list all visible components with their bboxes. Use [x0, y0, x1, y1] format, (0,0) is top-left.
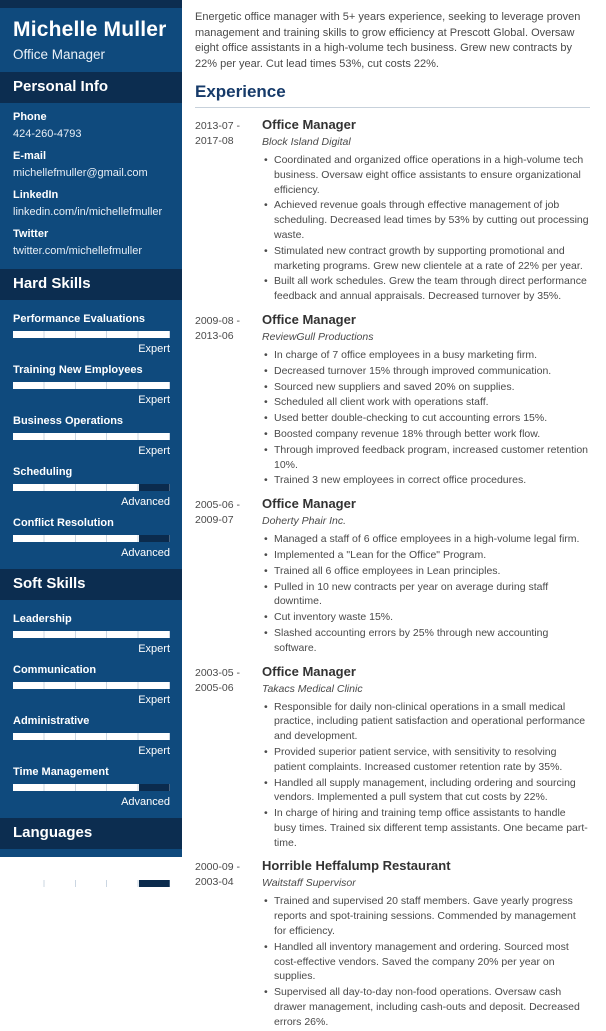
job-bullet: • Stimulated new contract growth by supporting promotional and marketing programs. Grew new clientele at a rate of 22% per year. — [262, 244, 590, 274]
job-date-start: 2000-09 - — [195, 861, 240, 874]
skill-item — [13, 766, 170, 809]
job-date-start: 2009-08 - — [195, 314, 240, 327]
skill-name: Administrative — [13, 715, 90, 727]
skill-bar — [13, 433, 170, 440]
skill-item — [13, 862, 170, 905]
job-title: Office Manager — [262, 496, 356, 512]
skill-bar-fill — [13, 331, 170, 338]
skill-name: Communication — [13, 664, 97, 676]
skill-section — [0, 818, 182, 914]
job-subtitle: Waitstaff Supervisor — [262, 877, 356, 890]
contact-label: LinkedIn — [13, 189, 59, 201]
skill-bar — [13, 631, 170, 638]
contact-value: michellefmuller@gmail.com — [13, 167, 148, 179]
candidate-title: Office Manager — [13, 47, 106, 62]
job-dates — [195, 858, 262, 1030]
skill-section — [0, 269, 182, 569]
identity-block — [0, 8, 182, 72]
skill-section-heading: Languages — [0, 818, 182, 849]
job-bullet: • Handled all inventory management and ordering. Sourced most cost-effective vendors. Saved the company 20% per year on supplies. — [262, 940, 590, 984]
skill-bar-fill — [13, 733, 170, 740]
job-bullet: • Provided superior patient service, with sensitivity to resolving patient complaints. Increased customer retention rate by 35%. — [262, 745, 590, 775]
job-title: Office Manager — [262, 117, 356, 132]
job-body — [262, 117, 590, 305]
skill-item — [13, 613, 170, 656]
skill-bar — [13, 484, 170, 491]
job-body — [262, 312, 590, 489]
contact-value: twitter.com/michellefmuller — [13, 245, 142, 257]
main-content — [182, 0, 606, 1028]
job-bullet: • Trained all 6 office employees in Lean principles. — [262, 564, 590, 579]
skill-level: Fluent — [139, 892, 170, 904]
skill-item — [13, 517, 170, 560]
job-bullets — [262, 532, 590, 655]
experience-entry — [195, 664, 590, 852]
skill-level: Expert — [138, 694, 170, 706]
skill-item — [13, 313, 170, 356]
skill-bar — [13, 535, 170, 542]
skill-level: Advanced — [121, 796, 170, 808]
job-bullet: • Sourced new suppliers and saved 20% on supplies. — [262, 380, 590, 395]
job-bullets — [262, 700, 590, 851]
skill-bar-fill — [13, 682, 170, 689]
job-bullet: • Cut inventory waste 15%. — [262, 610, 590, 625]
personal-info-list — [0, 103, 182, 269]
summary-text: Energetic office manager with 5+ years experience, seeking to leverage proven management and training skills to grow efficiency at Prescott Global. Oversaw eight office assistants in a high-volume tech business. Grew new contracts by 22% per year. Cut lead times 53%, cut costs 22%. — [195, 11, 581, 70]
skill-bar-fill — [13, 535, 139, 542]
contact-item — [13, 150, 170, 180]
job-bullet: • Slashed accounting errors by 25% through new accounting software. — [262, 626, 590, 656]
skill-name: Spanish — [13, 862, 56, 874]
job-bullet: • Responsible for daily non-clinical operations in a small medical practice, including patient satisfaction and operational performance and development. — [262, 700, 590, 744]
job-bullet: • Pulled in 10 new contracts per year on average during staff downtime. — [262, 580, 590, 610]
contact-value: 424-260-4793 — [13, 128, 82, 140]
job-body — [262, 664, 590, 852]
job-date-end: 2017-08 — [195, 135, 234, 147]
experience-entry — [195, 117, 590, 305]
job-body — [262, 858, 590, 1030]
skill-bar-fill — [13, 880, 139, 887]
skill-bar-fill — [13, 433, 170, 440]
job-title: Office Manager — [262, 663, 356, 679]
job-bullet: • In charge of 7 office employees in a busy marketing firm. — [262, 348, 590, 363]
skill-level: Advanced — [121, 547, 170, 559]
skill-bar — [13, 733, 170, 740]
skill-sections — [0, 269, 182, 914]
skill-bar-fill — [13, 382, 170, 389]
job-bullet: • Boosted company revenue 18% through better work flow. — [262, 427, 590, 442]
skill-section-heading: Hard Skills — [0, 269, 182, 300]
skill-bar — [13, 382, 170, 389]
job-date-end: 2009-07 — [195, 514, 234, 527]
candidate-name: Michelle Muller — [13, 18, 167, 41]
job-bullet: • Through improved feedback program, increased customer retention 10%. — [262, 443, 590, 473]
job-dates — [195, 664, 262, 852]
job-bullet: • Achieved revenue goals through effective management of job scheduling. Decreased lead times by 53% by cutting out processing waste. — [262, 198, 590, 242]
job-subtitle: Block Island Digital — [262, 136, 351, 148]
contact-label: Phone — [13, 111, 47, 123]
experience-heading: Experience — [195, 82, 286, 101]
job-bullet: • Used better double-checking to cut accounting errors 15%. — [262, 411, 590, 426]
skill-bar-fill — [13, 484, 139, 491]
skill-item — [13, 715, 170, 758]
skill-name: Scheduling — [13, 466, 73, 478]
skill-item — [13, 415, 170, 458]
skill-name: Training New Employees — [13, 364, 143, 376]
skill-section — [0, 569, 182, 818]
job-bullets — [262, 348, 590, 488]
skill-name: Leadership — [13, 613, 72, 625]
job-bullet: • Implemented a "Lean for the Office" Program. — [262, 548, 590, 563]
job-bullet: • Supervised all day-to-day non-food operations. Oversaw cash drawer management, including cash-outs and deposit. Decreased errors 26%. — [262, 985, 590, 1029]
skill-bar — [13, 880, 170, 887]
job-subtitle: Takacs Medical Clinic — [262, 682, 363, 695]
experience-entry — [195, 496, 590, 656]
skill-name: Time Management — [13, 766, 109, 778]
sidebar — [0, 0, 182, 904]
skill-list — [0, 300, 182, 569]
job-subtitle: Doherty Phair Inc. — [262, 515, 347, 528]
job-bullet: • Managed a staff of 6 office employees in a high-volume legal firm. — [262, 532, 590, 547]
job-bullet: • Handled all supply management, including ordering and sourcing vendors. Implemented a pull system that cut costs by 22%. — [262, 776, 590, 806]
job-bullets — [262, 153, 590, 304]
skill-bar — [13, 331, 170, 338]
job-date-start: 2003-05 - — [195, 666, 240, 679]
job-body — [262, 496, 590, 656]
job-date-end: 2005-06 — [195, 681, 234, 694]
job-bullets — [262, 894, 590, 1029]
experience-entry — [195, 858, 590, 1030]
skill-level: Expert — [138, 745, 170, 757]
experience-list — [195, 117, 590, 1031]
job-dates — [195, 312, 262, 489]
job-subtitle: ReviewGull Productions — [262, 330, 374, 343]
job-bullet: • Scheduled all client work with operations staff. — [262, 395, 590, 410]
skill-level: Advanced — [121, 496, 170, 508]
contact-item — [13, 189, 170, 219]
skill-level: Expert — [138, 643, 170, 655]
contact-label: Twitter — [13, 228, 49, 240]
skill-section-heading: Soft Skills — [0, 569, 182, 600]
skill-name: Business Operations — [13, 415, 124, 427]
skill-bar-fill — [13, 631, 170, 638]
job-date-end: 2003-04 — [195, 876, 234, 889]
sidebar-top-strip — [0, 0, 182, 8]
skill-level: Expert — [138, 394, 170, 406]
contact-value: linkedin.com/in/michellefmuller — [13, 206, 163, 218]
skill-bar — [13, 682, 170, 689]
skill-list — [0, 849, 182, 914]
personal-info-heading: Personal Info — [0, 72, 182, 103]
contact-item — [13, 111, 170, 141]
skill-list — [0, 600, 182, 818]
job-bullet: • In charge of hiring and training temp office assistants to handle busy times. Trained six different temp assistants. One became part-time. — [262, 806, 590, 850]
job-dates — [195, 496, 262, 656]
skill-item — [13, 364, 170, 407]
job-dates — [195, 117, 262, 305]
experience-divider — [195, 107, 590, 108]
contact-item — [13, 228, 170, 258]
contact-label: E-mail — [13, 150, 47, 162]
skill-item — [13, 466, 170, 509]
skill-name: Conflict Resolution — [13, 517, 114, 529]
job-bullet: • Coordinated and organized office operations in a high-volume tech business. Oversaw eight office assistants to ensure organizational efficiency. — [262, 153, 590, 197]
skill-level: Expert — [138, 343, 170, 355]
skill-name: Performance Evaluations — [13, 313, 146, 325]
job-date-end: 2013-06 — [195, 329, 234, 342]
job-bullet: • Built all work schedules. Grew the team through direct performance feedback and annual appraisals. Decreased turnover by 35%. — [262, 274, 590, 304]
skill-level: Expert — [138, 445, 170, 457]
job-date-start: 2005-06 - — [195, 499, 240, 512]
job-bullet: • Trained 3 new employees in correct office procedures. — [262, 473, 590, 488]
job-bullet: • Trained and supervised 20 staff members. Gave yearly progress reports and spot-training sessions. Commended by management for efficiency. — [262, 894, 590, 938]
experience-entry — [195, 312, 590, 489]
skill-bar-fill — [13, 784, 139, 791]
skill-item — [13, 664, 170, 707]
job-title: Office Manager — [262, 311, 356, 327]
skill-bar — [13, 784, 170, 791]
job-title: Horrible Heffalump Restaurant — [262, 858, 451, 874]
job-bullet: • Decreased turnover 15% through improved communication. — [262, 364, 590, 379]
job-date-start: 2013-07 - — [195, 120, 240, 132]
